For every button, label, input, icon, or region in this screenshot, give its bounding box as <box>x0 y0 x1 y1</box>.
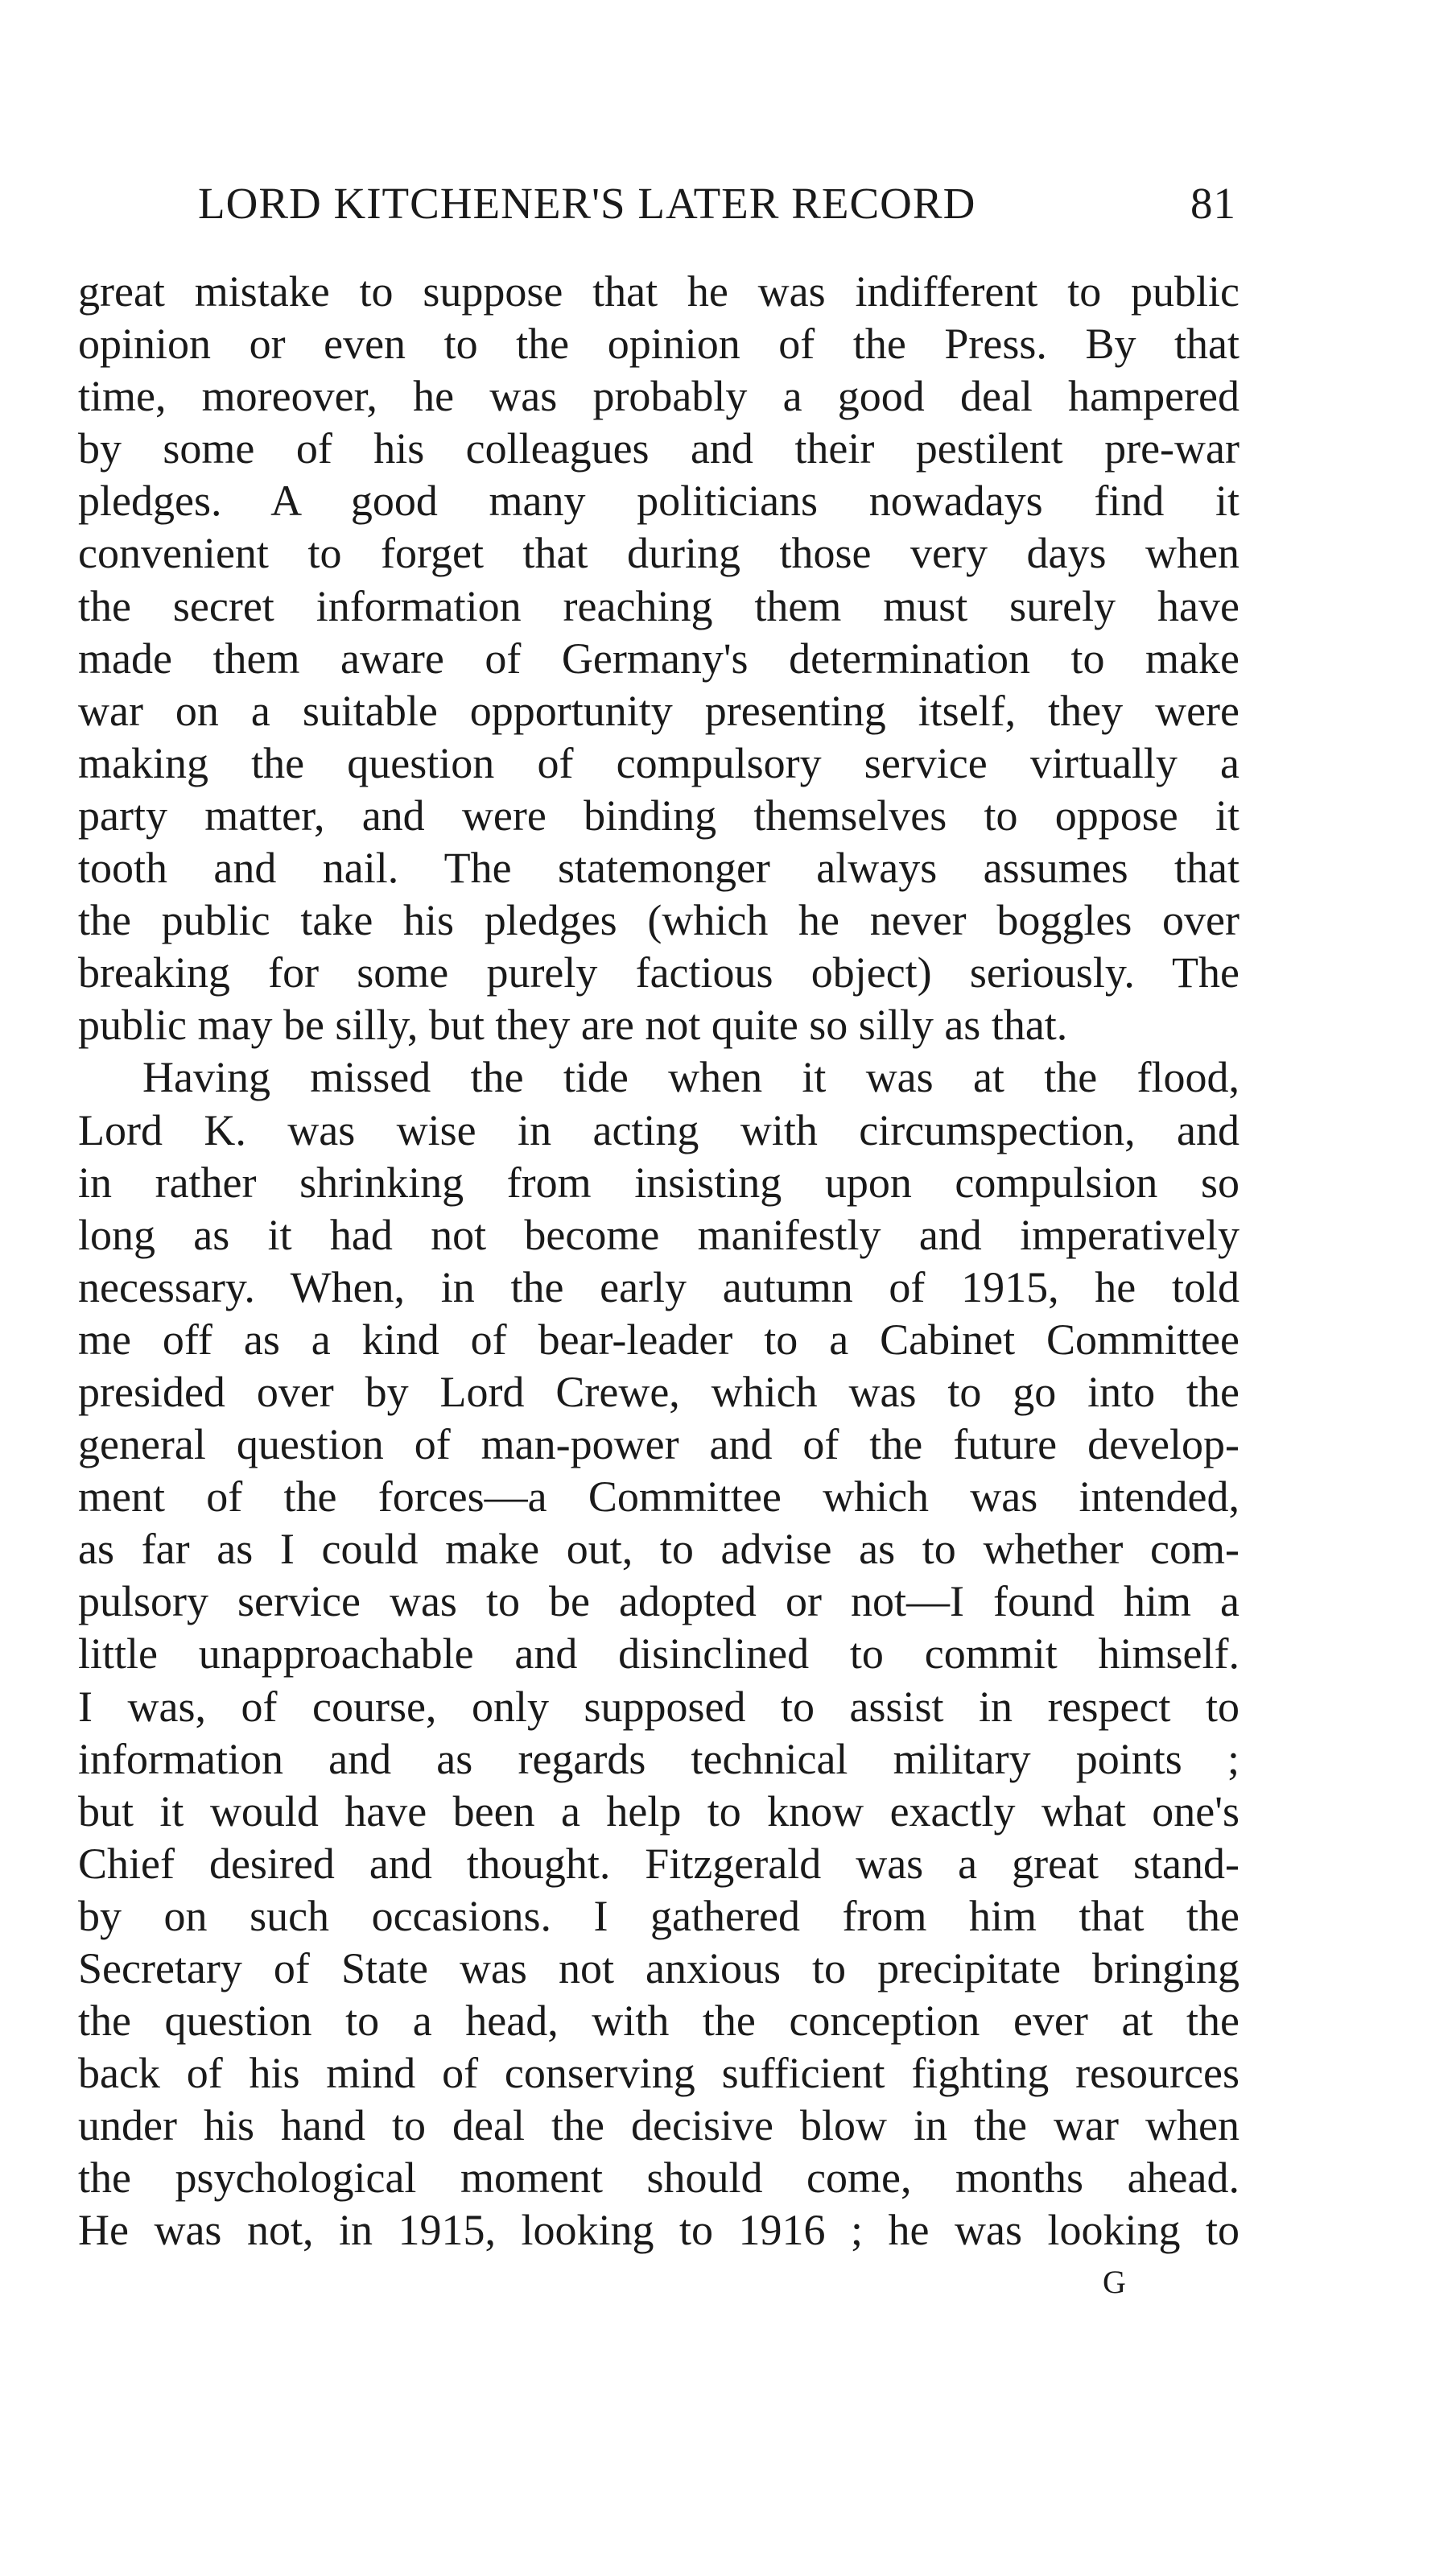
text-line: time, moreover, he was probably a good deal hampered <box>78 372 1239 421</box>
text-line: He was not, in 1915, looking to 1916 ; he was looking to <box>78 2206 1239 2255</box>
signature-mark: G <box>1103 2264 1126 2300</box>
running-head <box>198 176 1236 232</box>
text-line: pledges. A good many politicians nowadays find it <box>78 477 1239 526</box>
text-line: I was, of course, only supposed to assist in respect to <box>78 1682 1239 1731</box>
text-line: made them aware of Germany's determination to make <box>78 634 1239 683</box>
running-title: LORD KITCHENER'S LATER RECORD <box>198 179 976 228</box>
text-line: back of his mind of conserving sufficient fighting resources <box>78 2049 1239 2098</box>
text-line: general question of man-power and of the future develop- <box>78 1420 1239 1469</box>
body-text <box>78 266 1239 2257</box>
text-line: making the question of compulsory service virtually a <box>78 738 1239 787</box>
text-line: by on such occasions. I gathered from him that the <box>78 1891 1239 1940</box>
text-line: as far as I could make out, to advise as to whether com- <box>78 1525 1239 1574</box>
text-line: presided over by Lord Crewe, which was to go into the <box>78 1367 1239 1416</box>
text-line: the public take his pledges (which he never boggles over <box>78 896 1239 945</box>
text-line: breaking for some purely factious object) seriously. The <box>78 948 1239 997</box>
text-line: public may be silly, but they are not quite so silly as that. <box>78 1001 1068 1050</box>
text-line: the question to a head, with the conception ever at the <box>78 1997 1239 2046</box>
text-line: by some of his colleagues and their pestilent pre-war <box>78 424 1239 473</box>
text-line: Lord K. was wise in acting with circumspection, and <box>78 1105 1239 1154</box>
text-line: ment of the forces—a Committee which was intended, <box>78 1472 1239 1522</box>
text-line: little unapproachable and disinclined to commit himself. <box>78 1629 1239 1679</box>
text-line: pulsory service was to be adopted or not—I found him a <box>78 1577 1239 1626</box>
text-line: necessary. When, in the early autumn of 1915, he told <box>78 1262 1239 1311</box>
text-line: in rather shrinking from insisting upon compulsion so <box>78 1158 1239 1207</box>
text-line: opinion or even to the opinion of the Press. By that <box>78 320 1239 369</box>
text-line: information and as regards technical military points ; <box>78 1734 1239 1783</box>
text-line: long as it had not become manifestly and imperatively <box>78 1210 1239 1259</box>
text-line: war on a suitable opportunity presenting itself, they were <box>78 686 1239 735</box>
text-line: but it would have been a help to know exactly what one's <box>78 1786 1239 1836</box>
text-line: party matter, and were binding themselves to oppose it <box>78 791 1239 840</box>
page-number: 81 <box>1190 179 1236 228</box>
text-line: me off as a kind of bear-leader to a Cabinet Committee <box>78 1315 1239 1364</box>
text-line: Secretary of State was not anxious to precipitate bringing <box>78 1944 1239 1992</box>
text-line: convenient to forget that during those very days when <box>78 529 1239 578</box>
text-line: Having missed the tide when it was at the flood, <box>142 1053 1239 1102</box>
text-line: under his hand to deal the decisive blow in the war when <box>78 2101 1239 2150</box>
text-line: the secret information reaching them must surely have <box>78 581 1239 630</box>
text-line: Chief desired and thought. Fitzgerald was a great stand- <box>78 1839 1239 1888</box>
text-line: great mistake to suppose that he was indifferent to public <box>78 267 1239 316</box>
text-line: tooth and nail. The statemonger always assumes that <box>78 844 1239 893</box>
text-line: the psychological moment should come, months ahead. <box>78 2154 1239 2203</box>
